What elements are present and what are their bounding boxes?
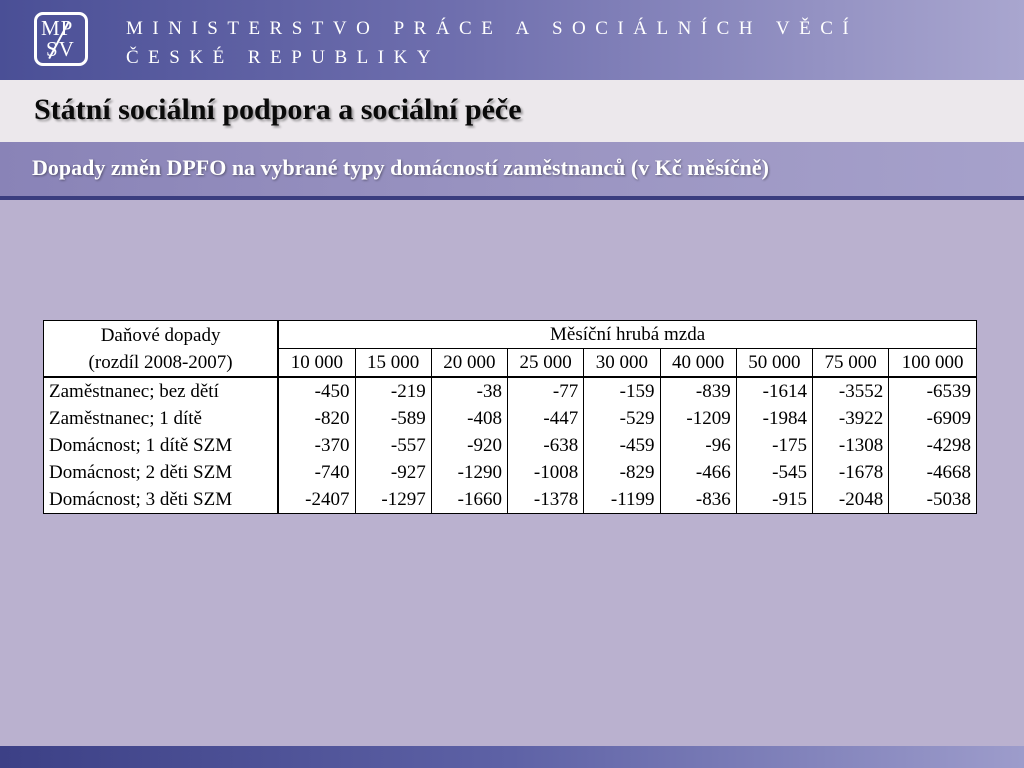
- subtitle-bar: [0, 142, 1024, 196]
- table-cell: -740: [278, 459, 355, 486]
- table-cell: -466: [660, 459, 736, 486]
- table-row: [44, 377, 977, 405]
- table-cell: -408: [431, 405, 507, 432]
- wage-group-header: Měsíční hrubá mzda: [278, 321, 976, 349]
- column-header: 30 000: [584, 349, 660, 378]
- table-cell: -447: [508, 405, 584, 432]
- table-cell: -915: [736, 486, 812, 514]
- column-header: 75 000: [813, 349, 889, 378]
- table-cell: -1290: [431, 459, 507, 486]
- column-header: 40 000: [660, 349, 736, 378]
- table-cell: -927: [355, 459, 431, 486]
- table-cell: -1008: [508, 459, 584, 486]
- table-cell: -450: [278, 377, 355, 405]
- footer-bar: [0, 746, 1024, 768]
- table-cell: -1209: [660, 405, 736, 432]
- ministry-name: [126, 14, 858, 72]
- table-cell: -175: [736, 432, 812, 459]
- table-cell: -96: [660, 432, 736, 459]
- table-row: [44, 432, 977, 459]
- mpsv-logo: [34, 12, 88, 66]
- table-cell: -219: [355, 377, 431, 405]
- table-cell: -920: [431, 432, 507, 459]
- column-header: 10 000: [278, 349, 355, 378]
- table-cell: -1308: [813, 432, 889, 459]
- table-cell: -4668: [889, 459, 977, 486]
- table-cell: -2048: [813, 486, 889, 514]
- table-cell: -589: [355, 405, 431, 432]
- table-cell: -5038: [889, 486, 977, 514]
- table-cell: -638: [508, 432, 584, 459]
- table-header-row-1: [44, 321, 977, 349]
- row-label: Zaměstnanec; 1 dítě: [44, 405, 279, 432]
- column-header: 100 000: [889, 349, 977, 378]
- column-header: 15 000: [355, 349, 431, 378]
- slide-title: Státní sociální podpora a sociální péče: [34, 93, 522, 126]
- table-cell: -6909: [889, 405, 977, 432]
- slide-subtitle: Dopady změn DPFO na vybrané typy domácností zaměstnanců (v Kč měsíčně): [32, 155, 769, 180]
- table-cell: -1297: [355, 486, 431, 514]
- table-cell: -159: [584, 377, 660, 405]
- table-cell: -6539: [889, 377, 977, 405]
- table-cell: -38: [431, 377, 507, 405]
- table-cell: -839: [660, 377, 736, 405]
- table-row: [44, 459, 977, 486]
- table-cell: -1660: [431, 486, 507, 514]
- ministry-header-bar: [0, 0, 1024, 80]
- row-label: Domácnost; 3 děti SZM: [44, 486, 279, 514]
- corner-header-line-1: Daňové dopady: [100, 324, 221, 346]
- title-bar: [0, 80, 1024, 142]
- table-cell: -836: [660, 486, 736, 514]
- tax-impact-table: [43, 320, 977, 514]
- table-cell: -1199: [584, 486, 660, 514]
- subtitle-divider: [0, 196, 1024, 200]
- table-cell: -529: [584, 405, 660, 432]
- table-cell: -820: [278, 405, 355, 432]
- table-corner-header: [44, 321, 279, 378]
- table-cell: -3552: [813, 377, 889, 405]
- table-row: [44, 405, 977, 432]
- table-cell: -3922: [813, 405, 889, 432]
- table-cell: -1678: [813, 459, 889, 486]
- table-cell: -557: [355, 432, 431, 459]
- table-cell: -4298: [889, 432, 977, 459]
- table-cell: -370: [278, 432, 355, 459]
- table-cell: -1984: [736, 405, 812, 432]
- row-label: Zaměstnanec; bez dětí: [44, 377, 279, 405]
- table-cell: -1378: [508, 486, 584, 514]
- ministry-name-line-1: MINISTERSTVO PRÁCE A SOCIÁLNÍCH VĚCÍ: [126, 18, 859, 39]
- ministry-name-line-2: ČESKÉ REPUBLIKY: [126, 47, 441, 68]
- column-header: 50 000: [736, 349, 812, 378]
- column-header: 20 000: [431, 349, 507, 378]
- table-cell: -545: [736, 459, 812, 486]
- row-label: Domácnost; 2 děti SZM: [44, 459, 279, 486]
- table-row: [44, 486, 977, 514]
- table-cell: -459: [584, 432, 660, 459]
- table-cell: -829: [584, 459, 660, 486]
- logo-line-1: MP: [41, 16, 74, 40]
- column-header: 25 000: [508, 349, 584, 378]
- table-cell: -77: [508, 377, 584, 405]
- row-label: Domácnost; 1 dítě SZM: [44, 432, 279, 459]
- table-cell: -1614: [736, 377, 812, 405]
- corner-header-line-2: (rozdíl 2008-2007): [88, 351, 233, 373]
- logo-line-2: SV: [46, 37, 75, 61]
- table-cell: -2407: [278, 486, 355, 514]
